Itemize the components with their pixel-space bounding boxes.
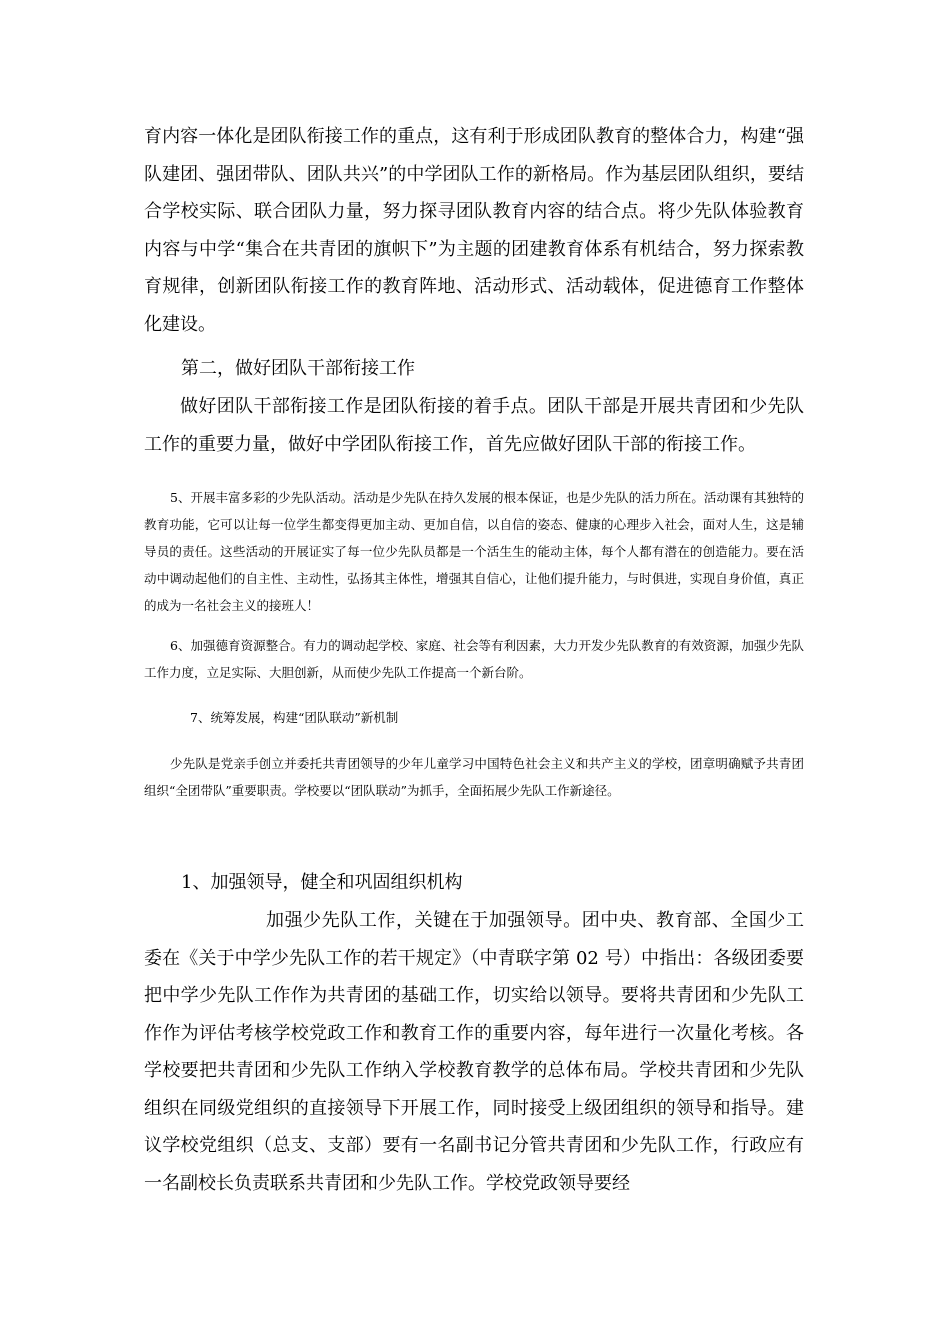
item-6-paragraph: 6、加强德育资源整合。有力的调动起学校、家庭、社会等有利因素，大力开发少先队教育的有效资源，加强少先队工作力度，立足实际、大胆创新，从而使少先队工作提高一个新台阶。 [144, 638, 804, 680]
section-heading-second: 第二，做好团队干部衔接工作 [181, 358, 415, 379]
leadership-paragraph: 加强少先队工作，关键在于加强领导。团中央、教育部、全国少工委在《关于中学少先队工作的若干规定》（中青联字第 02 号）中指出：各级团委要把中学少先队工作作为共青团的基础工作，切实给以领导。要将共青团和少先队工作作为评估考核学校党政工作和教育工作的重要内容，每年进行一次量化考核。各学校要把共青团和少先队工作纳入学校教育教学的总体布局。学校共青团和少先队组织在同级党组织的直接领导下开展工作，同时接受上级团组织的领导和指导。建议学校党组织（总支、支部）要有一名副书记分管共青团和少先队工作，行政应有一名副校长负责联系共青团和少先队工作。学校党政领导要经 [144, 910, 804, 1194]
section-heading-leadership: 1、加强领导，健全和巩固组织机构 [181, 872, 463, 893]
intro-paragraph: 育内容一体化是团队衔接工作的重点，这有利于形成团队教育的整体合力，构建“强队建团、强团带队、团队共兴”的中学团队工作的新格局。作为基层团队组织，要结合学校实际、联合团队力量，努力探寻团队教育内容的结合点。将少先队体验教育内容与中学“集合在共青团的旗帜下”为主题的团建教育体系有机结合，努力探索教育规律，创新团队衔接工作的教育阵地、活动形式、活动载体，促进德育工作整体化建设。 [144, 126, 804, 335]
item-7-heading: 7、统筹发展，构建“团队联动”新机制 [190, 710, 399, 725]
cadre-paragraph: 做好团队干部衔接工作是团队衔接的着手点。团队干部是开展共青团和少先队工作的重要力量，做好中学团队衔接工作，首先应做好团队干部的衔接工作。 [144, 396, 804, 455]
item-5-paragraph: 5、开展丰富多彩的少先队活动。活动是少先队在持久发展的根本保证，也是少先队的活力所在。活动课有其独特的教育功能，它可以让每一位学生都变得更加主动、更加自信，以自信的姿态、健康的心理步入社会，面对人生，这是辅导员的责任。这些活动的开展证实了每一位少先队员都是一个活生生的能动主体，每个人都有潜在的创造能力。要在活动中调动起他们的自主性、主动性，弘扬其主体性，增强其自信心，让他们提升能力，与时俱进，实现自身价值，真正的成为一名社会主义的接班人！ [144, 490, 804, 613]
item-7-body: 少先队是党亲手创立并委托共青团领导的少年儿童学习中国特色社会主义和共产主义的学校，团章明确赋予共青团组织“全团带队”重要职责。学校要以“团队联动”为抓手，全面拓展少先队工作新途径。 [144, 756, 804, 798]
